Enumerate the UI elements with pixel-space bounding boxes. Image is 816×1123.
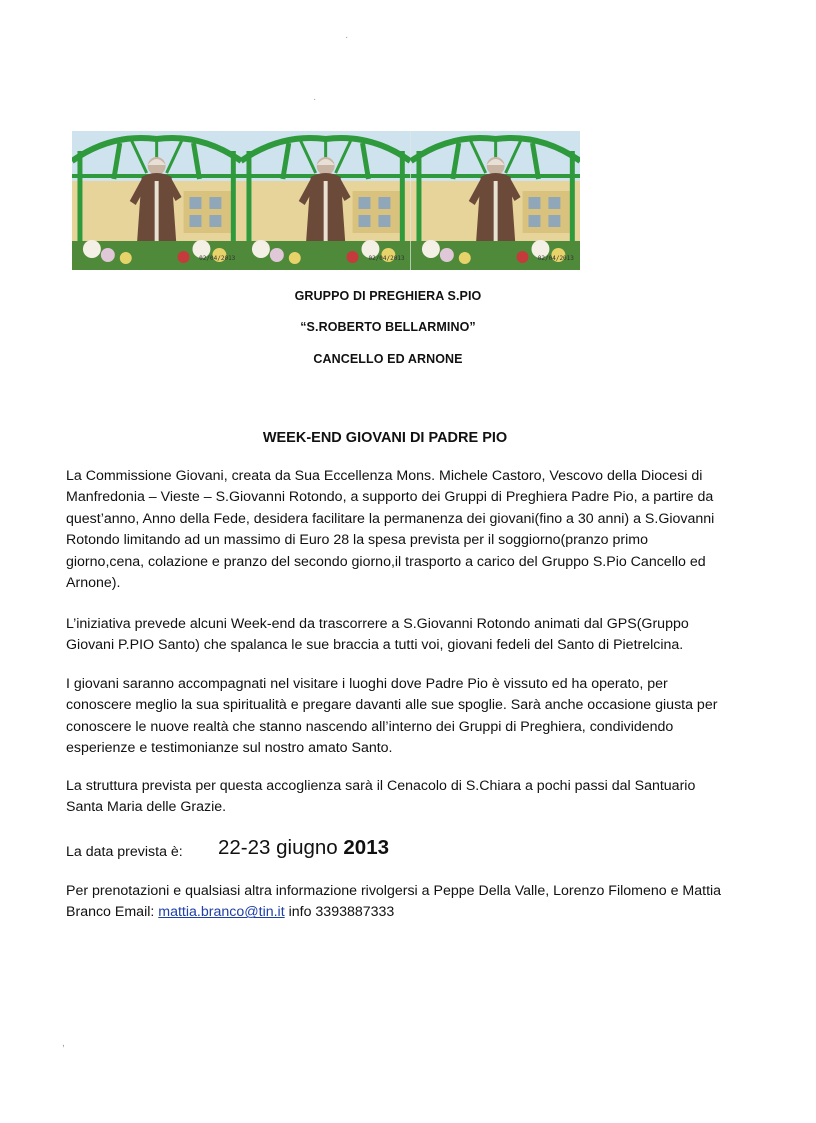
document-title: WEEK-END GIOVANI DI PADRE PIO (262, 430, 508, 446)
photo-date-stamp: 02/04/2013 (537, 255, 574, 262)
email-link[interactable]: mattia.branco@tin.it (158, 904, 285, 921)
photo-date-stamp: 02/04/2013 (368, 255, 405, 262)
contact-paragraph (66, 881, 726, 924)
paragraph-struttura: La struttura prevista per questa accoglienza sarà il Cenacolo di S.Chiara a pochi passi dal Santuario Santa Maria delle Grazie. (66, 778, 696, 816)
photo-date-stamp: 02/04/2013 (199, 255, 236, 262)
padre-pio-photo-2 (241, 131, 410, 270)
date-value (218, 836, 389, 860)
padre-pio-photo-1 (72, 131, 241, 270)
paragraph-iniziativa: L’iniziativa prevede alcuni Week-end da trascorrere a S.Giovanni Rotondo animati dal GPS(Gruppo Giovani P.PIO Santo) che spalanca le sue braccia a tutti voi, giovani fedeli del Santo di Pietrelcina. (66, 616, 689, 654)
group-subtitle: “S.ROBERTO BELLARMINO” (300, 320, 476, 334)
date-label: La data prevista è: (66, 844, 183, 860)
scan-speck: · (313, 94, 317, 105)
group-name: GRUPPO DI PREGHIERA S.PIO (294, 289, 482, 303)
scan-speck: , (62, 1038, 65, 1049)
date-days: 22-23 giugno (218, 836, 344, 859)
photo-strip (72, 131, 580, 270)
group-location: CANCELLO ED ARNONE (313, 352, 463, 366)
date-row (66, 836, 726, 870)
paragraph-giovani: I giovani saranno accompagnati nel visitare i luoghi dove Padre Pio è vissuto ed ha operato, per conoscere meglio la sua spiritualità e pregare davanti alle sue spoglie. Sarà anche occasione giusta per conoscere le nuove realtà che stanno nascendo all’interno dei Gruppi di Preghiera, condividendo esperienze e testimonianze sul nostro amato Santo. (66, 676, 718, 757)
scan-speck: · (345, 32, 349, 43)
padre-pio-photo-3 (411, 131, 580, 270)
contact-text: Per prenotazioni e qualsiasi altra informazione rivolgersi a Peppe Della Valle, Lorenzo Filomeno e Mattia Branco Email: (66, 883, 722, 921)
paragraph-commissione: La Commissione Giovani, creata da Sua Eccellenza Mons. Michele Castoro, Vescovo della Diocesi di Manfredonia – Vieste – S.Giovanni Rotondo, a supporto dei Gruppi di Preghiera Padre Pio, a partire da quest’anno, Anno della Fede, desidera facilitare la permanenza dei giovani(fino a 30 anni) a S.Giovanni Rotondo limitando ad un massimo di Euro 28 la spesa prevista per il soggiorno(pranzo primo giorno,cena, colazione e pranzo del secondo giorno,il trasporto a carico del Gruppo S.Pio Cancello ed Arnone). (66, 468, 715, 592)
date-year: 2013 (343, 836, 389, 859)
contact-info: info 3393887333 (284, 904, 395, 921)
